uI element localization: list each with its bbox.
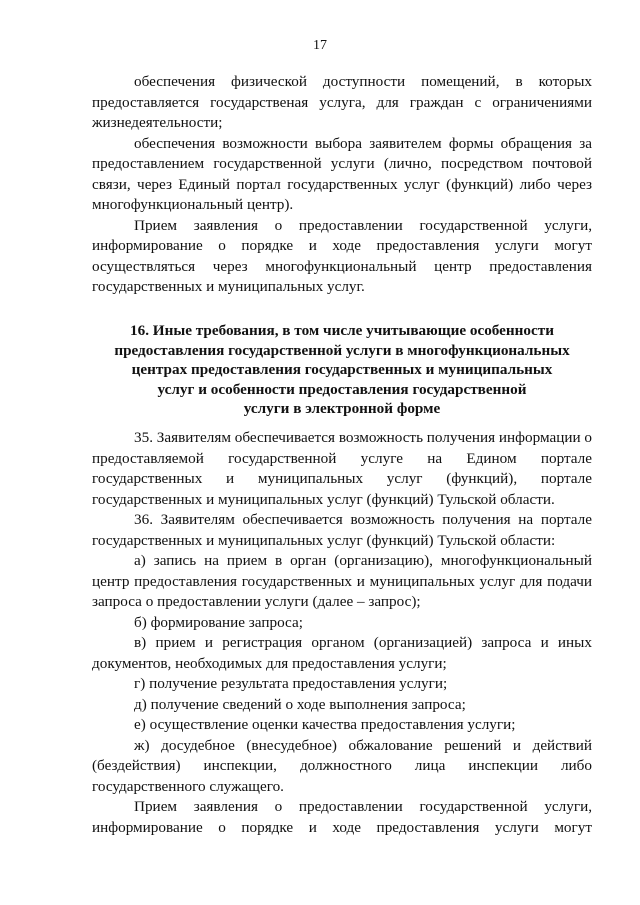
list-item-g: г) получение результата предоставления услуги; [134, 675, 448, 692]
heading-line: 16. Иные требования, в том числе учитывающие особенности [130, 322, 554, 339]
list-item-b: б) формирование запроса; [134, 613, 303, 631]
page-number: 17 [313, 38, 327, 53]
paragraph-physical-accessibility: обеспечения физической доступности помещений, в которых предоставляется государственая услуга, для граждан с ограничениями жизнедеятельности; [92, 73, 592, 131]
paragraph-35: 35. Заявителям обеспечивается возможность получения информации о предоставляемой государственной услуге на Едином портале государственных и муниципальных услуг (функций), портале государственных и муниципальных услуг (функций) Тульской области. [92, 429, 592, 508]
paragraph-mfc-reception: Прием заявления о предоставлении государственной услуги, информирование о порядке и ходе предоставления услуги могут осуществляться через многофункциональный центр предоставления государственных и муниципальных услуг. [92, 216, 592, 295]
heading-line: предоставления государственной услуги в многофункциональных [114, 341, 570, 359]
heading-line: услуги в электронной форме [243, 400, 441, 417]
list-item-a: а) запись на прием в орган (организацию), многофункциональный центр предоставления государственных и муниципальных услуг для подачи запроса о предоставлении услуги (далее – запрос); [92, 552, 592, 610]
list-item-zh: ж) досудебное (внесудебное) обжалование решений и действий (бездействия) инспекции, должностного лица инспекции либо государственного служащего. [92, 736, 592, 795]
section-heading-16 [92, 321, 592, 419]
heading-line: услуг и особенности предоставления государственной [157, 380, 527, 398]
list-item-d: д) получение сведений о ходе выполнения запроса; [134, 695, 466, 713]
paragraph-36: 36. Заявителям обеспечивается возможность получения на портале государственных и муниципальных услуг (функций) Тульской области: [92, 511, 592, 549]
paragraph-reception-continued: Прием заявления о предоставлении государственной услуги, информирование о порядке и ходе предоставления услуги могут [92, 798, 592, 836]
list-item-v: в) прием и регистрация органом (организацией) запроса и иных документов, необходимых для предоставления услуги; [92, 634, 592, 672]
bottom-text-block [92, 428, 592, 838]
top-text-block [92, 72, 592, 298]
paragraph-application-form-choice: обеспечения возможности выбора заявителем формы обращения за предоставлением государственной услуги (лично, посредством почтовой связи, через Единый портал государственных услуг (функций) либо через многофункциональный центр). [92, 134, 592, 213]
list-item-e: е) осуществление оценки качества предоставления услуги; [134, 716, 516, 733]
heading-line: центрах предоставления государственных и муниципальных [131, 361, 553, 378]
